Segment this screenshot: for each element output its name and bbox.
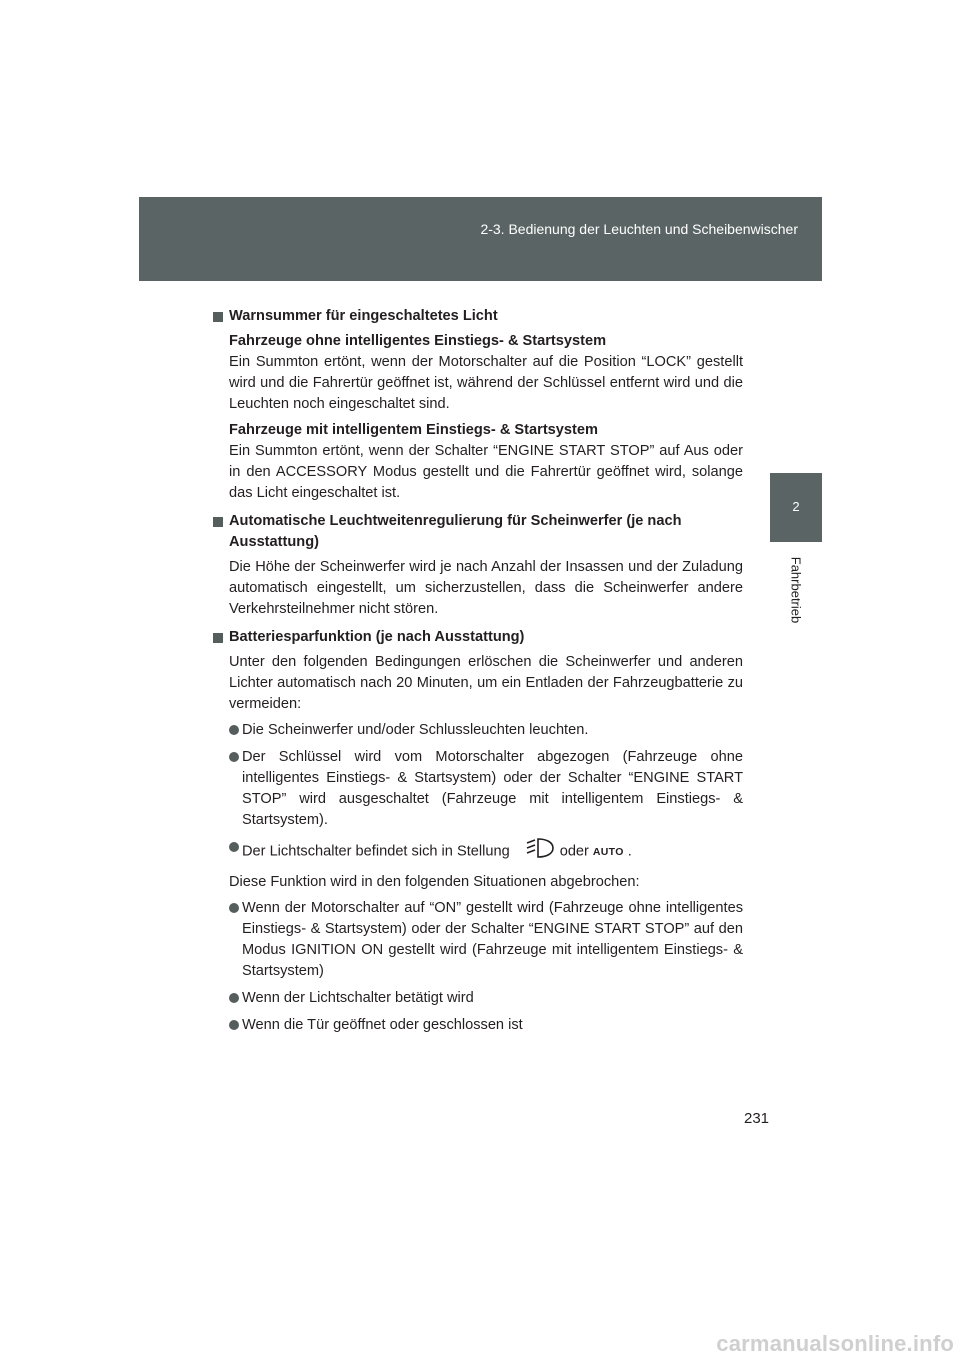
header-band [139, 197, 822, 281]
bullet-icon [229, 752, 239, 762]
chapter-number: 2 [792, 499, 800, 514]
page-content [212, 306, 743, 1042]
bullet-icon [229, 842, 239, 852]
paragraph-battery-saver-intro: Unter den folgenden Bedingungen erlöschen die Scheinwerfer und anderen Lichter automatisch nach 20 Minuten, um ein Entladen der Fahrzeugbatterie zu vermeiden: [229, 654, 743, 712]
battery-saver-conditions [212, 720, 743, 866]
chapter-label: Fahrbetrieb [788, 556, 804, 624]
list-item: Der Lichtschalter befindet sich in Stellung oder AUTO . [229, 837, 743, 866]
list-item: Wenn der Motorschalter auf “ON” gestellt wird (Fahrzeuge ohne intelligentes Einstiegs- & Startsystem) oder der Schalter “ENGINE START STOP” auf den Modus IGNITION ON gestellt wird (Fahrzeuge mit intelligentem Einstiegs- & Startsystem) [229, 898, 743, 982]
list-item: Wenn die Tür geöffnet oder geschlossen ist [229, 1015, 743, 1036]
page-number: 231 [744, 1110, 770, 1127]
list-item: Wenn der Lichtschalter betätigt wird [229, 988, 743, 1009]
section-title: 2-3. Bedienung der Leuchten und Scheibenwischer [480, 221, 798, 237]
bullet-icon [229, 993, 239, 1003]
paragraph-cancel-intro: Diese Funktion wird in den folgenden Situationen abgebrochen: [229, 874, 640, 890]
headlight-icon [526, 837, 556, 866]
section-heading-headlight-leveling: Automatische Leuchtweitenregulierung für Scheinwerfer (je nach Ausstattung) [212, 511, 743, 553]
list-item: Die Scheinwerfer und/oder Schlussleuchten leuchten. [229, 720, 743, 741]
subheading-with-smart-key: Fahrzeuge mit intelligentem Einstiegs- & Startsystem [229, 422, 598, 438]
chapter-tab[interactable] [770, 473, 822, 542]
auto-icon: AUTO [592, 846, 624, 859]
watermark[interactable]: carmanualsonline.info [716, 1331, 954, 1356]
section-heading-battery-saver: Batteriesparfunktion (je nach Ausstattung) [212, 627, 743, 648]
paragraph-without-smart-key: Ein Summton ertönt, wenn der Motorschalter auf die Position “LOCK” gestellt wird und die Fahrertür geöffnet ist, während der Schlüssel entfernt wird und die Leuchten noch eingeschaltet sind. [229, 354, 743, 412]
section-heading-warning-buzzer: Warnsummer für eingeschaltetes Licht [212, 306, 743, 327]
square-marker-icon [213, 312, 223, 322]
bullet-icon [229, 903, 239, 913]
square-marker-icon [213, 517, 223, 527]
paragraph-headlight-leveling: Die Höhe der Scheinwerfer wird je nach Anzahl der Insassen und der Zuladung automatisch eingestellt, um sicherzustellen, dass die Scheinwerfer andere Verkehrsteilnehmer nicht stören. [229, 559, 743, 617]
bullet-icon [229, 725, 239, 735]
list-item: Der Schlüssel wird vom Motorschalter abgezogen (Fahrzeuge ohne intelligentes Einstiegs- & Startsystem) oder der Schalter “ENGINE START STOP” wird ausgeschaltet (Fahrzeuge mit intelligentem Einstiegs- & Startsystem). [229, 747, 743, 831]
cancel-conditions [212, 898, 743, 1036]
bullet-icon [229, 1020, 239, 1030]
square-marker-icon [213, 633, 223, 643]
subheading-without-smart-key: Fahrzeuge ohne intelligentes Einstiegs- & Startsystem [229, 333, 607, 349]
paragraph-with-smart-key: Ein Summton ertönt, wenn der Schalter “ENGINE START STOP” auf Aus oder in den ACCESSORY Modus gestellt und die Fahrertür geöffnet wird, solange das Licht eingeschaltet ist. [229, 443, 743, 501]
